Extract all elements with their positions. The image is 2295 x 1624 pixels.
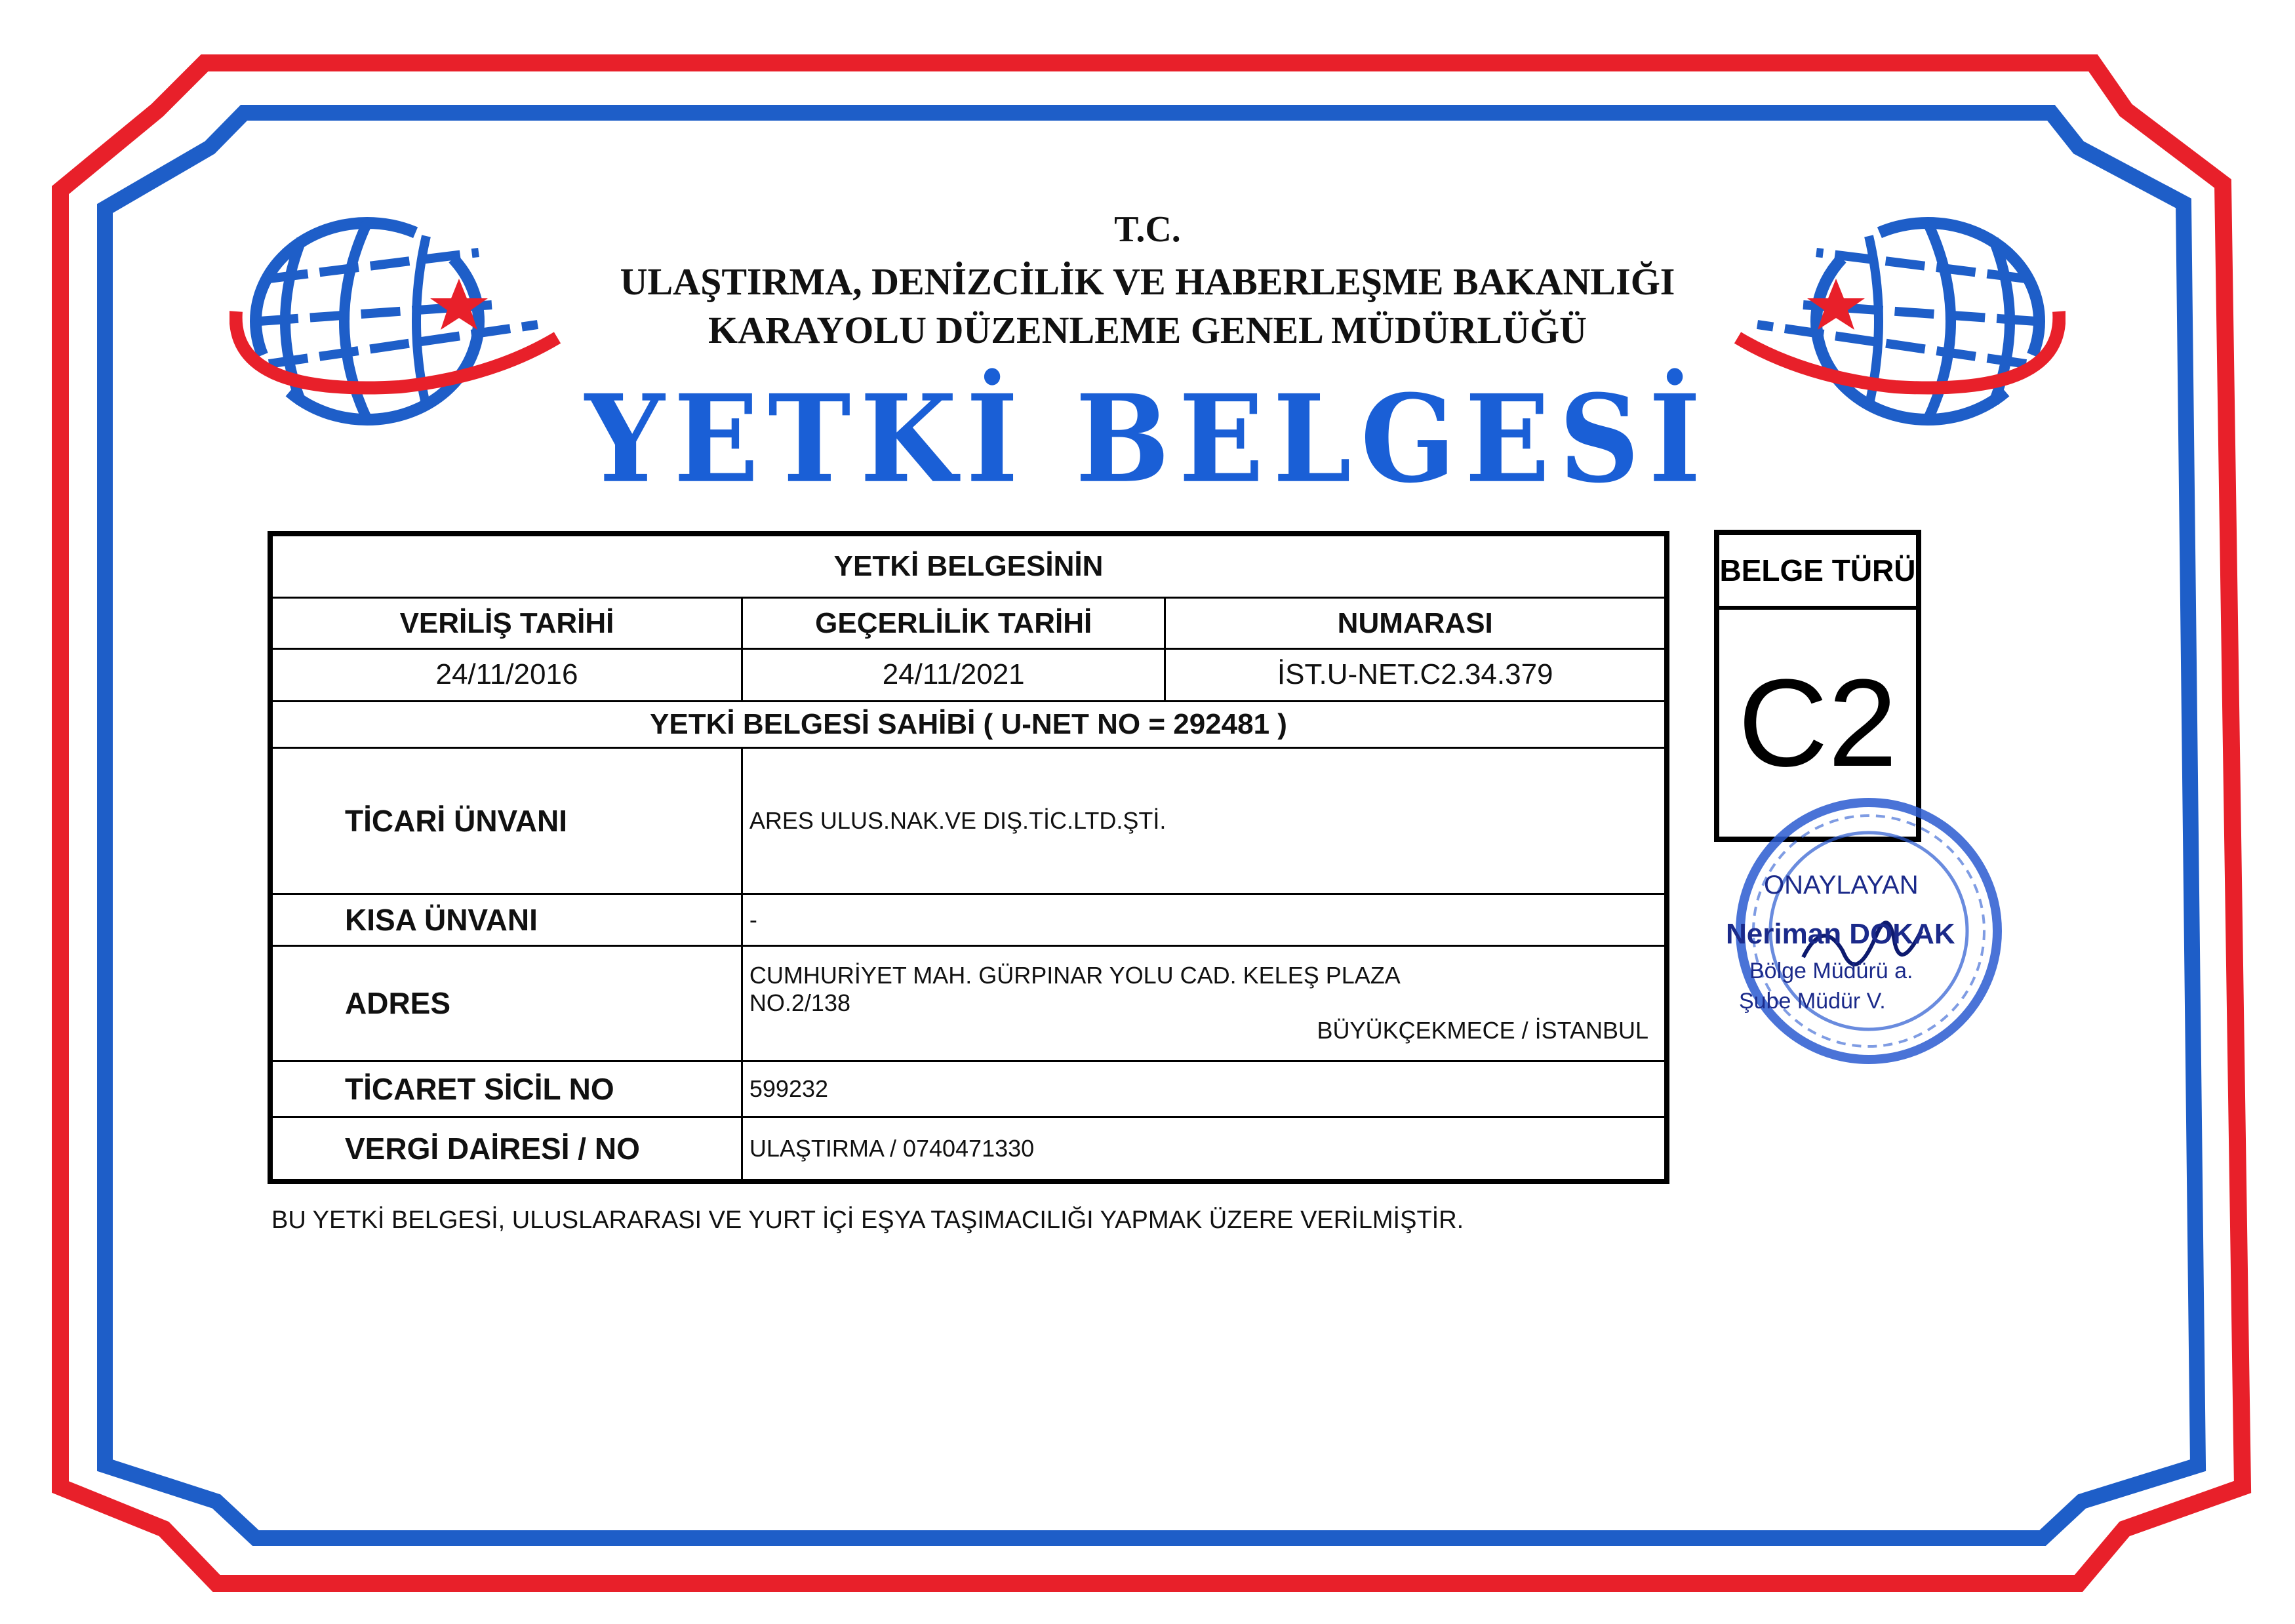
column-header-validity-date: GEÇERLİLİK TARİHİ (742, 598, 1165, 649)
address-line-2: NO.2/138 (749, 989, 850, 1017)
header-tc: T.C. (1114, 209, 1181, 250)
stamp-title-1: Bölge Müdürü a. (1749, 959, 1913, 983)
header-ministry: ULAŞTIRMA, DENİZCİLİK VE HABERLEŞME BAKANLIĞI (620, 260, 1675, 303)
trade-registry-value: 599232 (742, 1061, 1667, 1117)
section-title: YETKİ BELGESİNİN (270, 534, 1667, 598)
header-directorate: KARAYOLU DÜZENLEME GENEL MÜDÜRLÜĞÜ (708, 309, 1587, 351)
tax-office-value: ULAŞTIRMA / 0740471330 (742, 1117, 1667, 1181)
trade-registry-label: TİCARET SİCİL NO (270, 1061, 742, 1117)
issue-date-value: 24/11/2016 (270, 649, 742, 702)
address-line-3: BÜYÜKÇEKMECE / İSTANBUL (1317, 1017, 1648, 1044)
address-label: ADRES (270, 946, 742, 1061)
short-name-value: - (742, 894, 1667, 946)
permit-number-value: İST.U-NET.C2.34.379 (1165, 649, 1667, 702)
trade-name-label: TİCARİ ÜNVANI (270, 748, 742, 894)
column-header-issue-date: VERİLİŞ TARİHİ (270, 598, 742, 649)
short-name-label: KISA ÜNVANI (270, 894, 742, 946)
tax-office-label: VERGİ DAİRESİ / NO (270, 1117, 742, 1181)
document-type-label: BELGE TÜRÜ (1719, 535, 1916, 610)
column-header-number: NUMARASI (1165, 598, 1667, 649)
validity-date-value: 24/11/2021 (742, 649, 1165, 702)
trade-name-value: ARES ULUS.NAK.VE DIŞ.TİC.LTD.ŞTİ. (742, 748, 1667, 894)
owner-section-title: YETKİ BELGESİ SAHİBİ ( U-NET NO = 292481 ) (270, 701, 1667, 747)
document-type-value: C2 (1738, 654, 1898, 793)
stamp-title-2: Şube Müdür V. (1739, 989, 1886, 1014)
address-line-1: CUMHURİYET MAH. GÜRPINAR YOLU CAD. KELEŞ PLAZA (749, 962, 1401, 989)
stamp-signatory-name: Neriman DOKAK (1726, 918, 1955, 950)
stamp-approved-label: ONAYLAYAN (1764, 871, 1919, 900)
permit-table (268, 531, 1669, 1184)
address-value (742, 946, 1667, 1061)
document-title: YETKİ BELGESİ (585, 368, 1710, 510)
footer-statement: BU YETKİ BELGESİ, ULUSLARARASI VE YURT İÇİ EŞYA TAŞIMACILIĞI YAPMAK ÜZERE VERİLMİŞTİR. (271, 1206, 1464, 1234)
